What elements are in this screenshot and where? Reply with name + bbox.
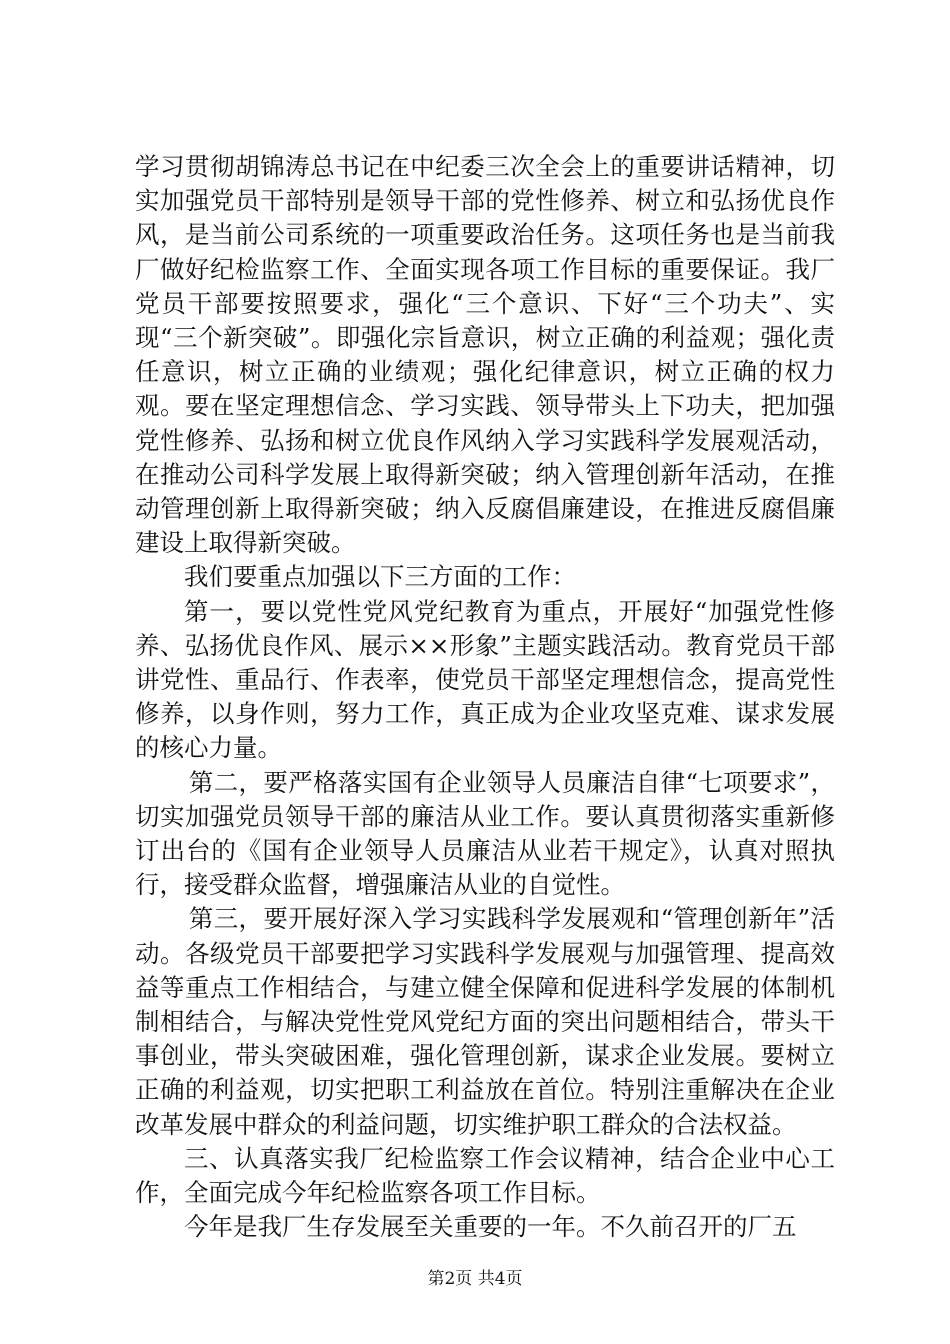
paragraph-first-point: 第一，要以党性党风党纪教育为重点，开展好“加强党性修养、弘扬优良作风、展示××形象”主题实践活动。教育党员干部讲党性、重品行、作表率，使党员干部坚定理想信念，提高党性修养，以身作则，努力工作，真正成为企业攻坚克难、谋求发展的核心力量。 — [135, 596, 835, 763]
section-heading-three: 三、认真落实我厂纪检监察工作会议精神，结合企业中心工作，全面完成今年纪检监察各项工作目标。 — [135, 1143, 835, 1208]
paragraph-closing: 今年是我厂生存发展至关重要的一年。不久前召开的厂五 — [184, 1212, 797, 1242]
paragraph-second-point: 第二，要严格落实国有企业领导人员廉洁自律“七项要求”，切实加强党员领导干部的廉洁从业工作。要认真贯彻落实重新修订出台的《国有企业领导人员廉洁从业若干规定》，认真对照执行，接受群众监督，增强廉洁从业的自觉性。 — [135, 767, 835, 900]
paragraph-third-point: 第三，要开展好深入学习实践科学发展观和“管理创新年”活动。各级党员干部要把学习实践科学发展观与加强管理、提高效益等重点工作相结合，与建立健全保障和促进科学发展的体制机制相结合，与解决党性党风党纪方面的突出问题相结合，带头干事创业，带头突破困难，强化管理创新，谋求企业发展。要树立正确的利益观，切实把职工利益放在首位。特别注重解决在企业改革发展中群众的利益问题，切实维护职工群众的合法权益。 — [135, 904, 835, 1139]
document-body — [135, 150, 835, 1245]
paragraph-intro: 学习贯彻胡锦涛总书记在中纪委三次全会上的重要讲话精神，切实加强党员干部特别是领导干部的党性修养、树立和弘扬优良作风，是当前公司系统的一项重要政治任务。这项任务也是当前我厂做好纪检监察工作、全面实现各项工作目标的重要保证。我厂党员干部要按照要求，强化“三个意识、下好“三个功夫”、实现“三个新突破”。即强化宗旨意识，树立正确的利益观；强化责任意识，树立正确的业绩观；强化纪律意识，树立正确的权力观。要在坚定理想信念、学习实践、领导带头上下功夫，把加强党性修养、弘扬和树立优良作风纳入学习实践科学发展观活动，在推动公司科学发展上取得新突破；纳入管理创新年活动，在推动管理创新上取得新突破；纳入反腐倡廉建设，在推进反腐倡廉建设上取得新突破。 — [135, 152, 835, 558]
page-number-footer: 第2页 共4页 — [427, 1269, 523, 1289]
paragraph-focus-lead: 我们要重点加强以下三方面的工作： — [184, 562, 576, 592]
